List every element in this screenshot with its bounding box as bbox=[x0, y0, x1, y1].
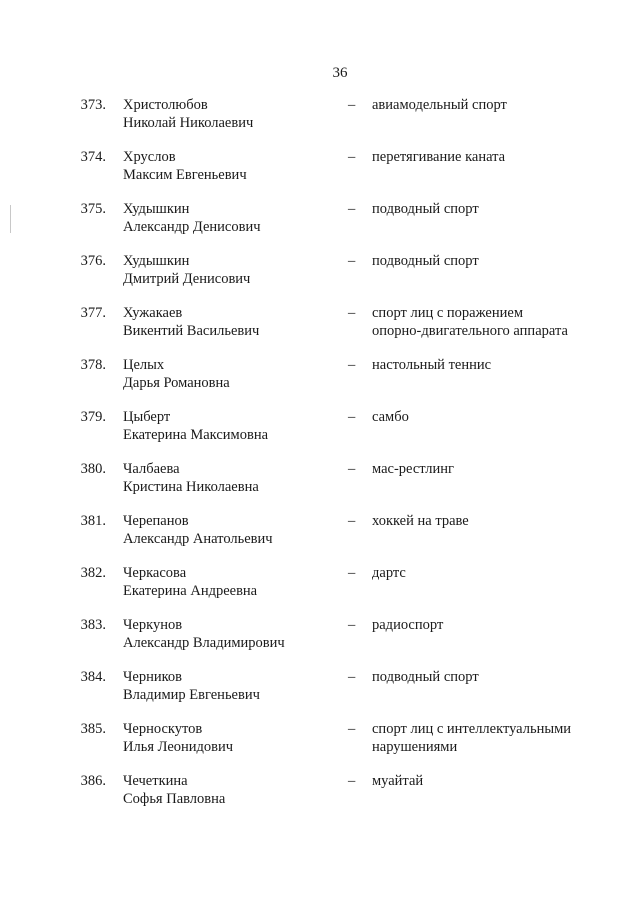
dash-separator: – bbox=[348, 617, 356, 633]
sport-line: спорт лиц с поражением bbox=[372, 305, 523, 321]
sport-line: авиамодельный спорт bbox=[372, 97, 507, 113]
given-names: Софья Павловна bbox=[123, 791, 226, 807]
list-item bbox=[0, 148, 640, 200]
surname: Худышкин bbox=[123, 253, 190, 269]
entry-number: 380. bbox=[80, 461, 106, 477]
surname: Худышкин bbox=[123, 201, 190, 217]
dash-separator: – bbox=[348, 513, 356, 529]
page-number: 36 bbox=[332, 65, 348, 81]
person-name bbox=[123, 772, 338, 808]
sport-discipline bbox=[372, 96, 622, 114]
list-item bbox=[0, 564, 640, 616]
list-item bbox=[0, 668, 640, 720]
dash-separator: – bbox=[348, 149, 356, 165]
sport-discipline bbox=[372, 356, 622, 374]
given-names: Илья Леонидович bbox=[123, 739, 234, 755]
surname: Целых bbox=[123, 357, 165, 373]
sport-line: самбо bbox=[372, 409, 409, 425]
surname: Хруслов bbox=[123, 149, 176, 165]
sport-discipline bbox=[372, 408, 622, 426]
given-names: Дмитрий Денисович bbox=[123, 271, 251, 287]
sport-line: хоккей на траве bbox=[372, 513, 469, 529]
given-names: Кристина Николаевна bbox=[123, 479, 259, 495]
dash-separator: – bbox=[348, 357, 356, 373]
dash-separator: – bbox=[348, 773, 356, 789]
given-names: Николай Николаевич bbox=[123, 115, 254, 131]
entry-number: 386. bbox=[80, 773, 106, 789]
entry-number: 375. bbox=[80, 201, 106, 217]
sport-discipline bbox=[372, 460, 622, 478]
person-name bbox=[123, 460, 338, 496]
sport-line: дартс bbox=[372, 565, 406, 581]
surname: Чечеткина bbox=[123, 773, 188, 789]
dash-separator: – bbox=[348, 565, 356, 581]
surname: Черкунов bbox=[123, 617, 183, 633]
sport-line: перетягивание каната bbox=[372, 149, 506, 165]
list-item bbox=[0, 304, 640, 356]
entry-list bbox=[0, 96, 640, 824]
given-names: Максим Евгеньевич bbox=[123, 167, 247, 183]
entry-number: 377. bbox=[80, 305, 106, 321]
list-item bbox=[0, 512, 640, 564]
sport-discipline bbox=[372, 252, 622, 270]
person-name bbox=[123, 668, 338, 704]
person-name bbox=[123, 512, 338, 548]
sport-discipline bbox=[372, 668, 622, 686]
given-names: Екатерина Андреевна bbox=[123, 583, 258, 599]
surname: Черников bbox=[123, 669, 183, 685]
dash-separator: – bbox=[348, 201, 356, 217]
person-name bbox=[123, 96, 338, 132]
person-name bbox=[123, 252, 338, 288]
list-item bbox=[0, 720, 640, 772]
list-item bbox=[0, 200, 640, 252]
sport-line: мас-рестлинг bbox=[372, 461, 454, 477]
sport-discipline bbox=[372, 616, 622, 634]
given-names: Александр Владимирович bbox=[123, 635, 285, 651]
entry-number: 384. bbox=[80, 669, 106, 685]
dash-separator: – bbox=[348, 97, 356, 113]
dash-separator: – bbox=[348, 305, 356, 321]
list-item bbox=[0, 96, 640, 148]
surname: Хужакаев bbox=[123, 305, 183, 321]
given-names: Александр Анатольевич bbox=[123, 531, 273, 547]
list-item bbox=[0, 616, 640, 668]
entry-number: 376. bbox=[80, 253, 106, 269]
surname: Цыберт bbox=[123, 409, 171, 425]
sport-line: подводный спорт bbox=[372, 253, 479, 269]
sport-line: опорно-двигательного аппарата bbox=[372, 323, 568, 339]
entry-number: 381. bbox=[80, 513, 106, 529]
sport-discipline bbox=[372, 200, 622, 218]
sport-discipline bbox=[372, 304, 622, 340]
sport-line: муайтай bbox=[372, 773, 424, 789]
person-name bbox=[123, 200, 338, 236]
dash-separator: – bbox=[348, 409, 356, 425]
given-names: Викентий Васильевич bbox=[123, 323, 260, 339]
given-names: Екатерина Максимовна bbox=[123, 427, 269, 443]
surname: Черноскутов bbox=[123, 721, 203, 737]
given-names: Дарья Романовна bbox=[123, 375, 230, 391]
given-names: Александр Денисович bbox=[123, 219, 261, 235]
entry-number: 383. bbox=[80, 617, 106, 633]
dash-separator: – bbox=[348, 253, 356, 269]
sport-line: подводный спорт bbox=[372, 201, 479, 217]
person-name bbox=[123, 356, 338, 392]
person-name bbox=[123, 564, 338, 600]
entry-number: 373. bbox=[80, 97, 106, 113]
given-names: Владимир Евгеньевич bbox=[123, 687, 260, 703]
surname: Христолюбов bbox=[123, 97, 208, 113]
sport-discipline bbox=[372, 772, 622, 790]
sport-line: подводный спорт bbox=[372, 669, 479, 685]
person-name bbox=[123, 720, 338, 756]
dash-separator: – bbox=[348, 461, 356, 477]
sport-line: нарушениями bbox=[372, 739, 458, 755]
sport-discipline bbox=[372, 720, 622, 756]
entry-number: 374. bbox=[80, 149, 106, 165]
entry-number: 379. bbox=[80, 409, 106, 425]
sport-line: настольный теннис bbox=[372, 357, 492, 373]
person-name bbox=[123, 408, 338, 444]
surname: Чалбаева bbox=[123, 461, 180, 477]
person-name bbox=[123, 148, 338, 184]
dash-separator: – bbox=[348, 721, 356, 737]
list-item bbox=[0, 772, 640, 824]
dash-separator: – bbox=[348, 669, 356, 685]
entry-number: 382. bbox=[80, 565, 106, 581]
list-item bbox=[0, 460, 640, 512]
entry-number: 385. bbox=[80, 721, 106, 737]
sport-discipline bbox=[372, 512, 622, 530]
entry-number: 378. bbox=[80, 357, 106, 373]
person-name bbox=[123, 304, 338, 340]
sport-line: спорт лиц с интеллектуальными bbox=[372, 721, 572, 737]
list-item bbox=[0, 408, 640, 460]
person-name bbox=[123, 616, 338, 652]
sport-line: радиоспорт bbox=[372, 617, 444, 633]
surname: Черкасова bbox=[123, 565, 187, 581]
sport-discipline bbox=[372, 564, 622, 582]
sport-discipline bbox=[372, 148, 622, 166]
list-item bbox=[0, 252, 640, 304]
surname: Черепанов bbox=[123, 513, 189, 529]
list-item bbox=[0, 356, 640, 408]
